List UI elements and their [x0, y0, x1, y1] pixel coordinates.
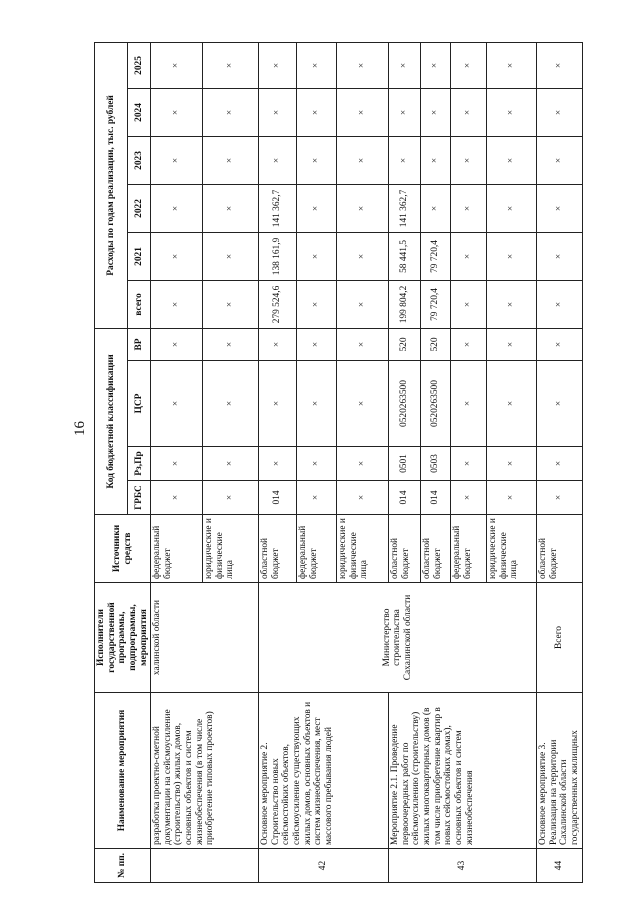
vr-cell: 520 — [389, 328, 421, 360]
grbs-cell: × — [451, 481, 487, 515]
source-cell: федеральный бюджет — [451, 515, 487, 583]
y2021-cell: × — [337, 232, 389, 280]
y2021-cell: × — [151, 232, 203, 280]
grbs-cell: × — [203, 481, 259, 515]
row-num: 43 — [389, 849, 537, 883]
y2025-cell: × — [389, 42, 421, 88]
y2021-cell: × — [203, 232, 259, 280]
csr-cell: × — [203, 361, 259, 447]
y2024-cell: × — [337, 88, 389, 136]
source-cell: областной бюджет — [421, 515, 451, 583]
y2024-cell: × — [259, 88, 297, 136]
table-row — [151, 42, 203, 882]
y2021-cell: 58 441,5 — [389, 232, 421, 280]
y2025-cell: × — [421, 42, 451, 88]
rzpr-cell: 0503 — [421, 447, 451, 481]
y2024-cell: × — [451, 88, 487, 136]
y2023-cell: × — [151, 136, 203, 184]
row-executor: Министерство строительства Сахалинской области — [259, 583, 537, 693]
y2023-cell: × — [203, 136, 259, 184]
y2024-cell: × — [203, 88, 259, 136]
y2021-cell: × — [537, 232, 583, 280]
y2023-cell: × — [421, 136, 451, 184]
row-name: разработка проектно-сметной документации на сейсмоусиление (строительство) жилых домов, основных объектов и систем жизнеобеспечения (в том числе приобретение типовых проектов) — [151, 693, 259, 849]
rzpr-cell: × — [451, 447, 487, 481]
table-row — [537, 42, 583, 882]
rzpr-cell: × — [297, 447, 337, 481]
y2023-cell: × — [337, 136, 389, 184]
y2022-cell: × — [203, 184, 259, 232]
source-cell: областной бюджет — [537, 515, 583, 583]
table-row — [259, 42, 297, 882]
y2023-cell: × — [389, 136, 421, 184]
rzpr-cell: × — [337, 447, 389, 481]
total-cell: × — [151, 280, 203, 328]
vr-cell: 520 — [421, 328, 451, 360]
row-num: 42 — [259, 849, 389, 883]
row-num — [151, 849, 259, 883]
csr-cell: × — [297, 361, 337, 447]
kbk-grbs-header: ГРБС — [128, 481, 151, 515]
csr-cell: × — [451, 361, 487, 447]
grbs-cell: × — [337, 481, 389, 515]
total-cell: 199 804,2 — [389, 280, 421, 328]
header-row-1 — [95, 42, 128, 882]
y2025-cell: × — [537, 42, 583, 88]
source-cell: юридические и физические лица — [203, 515, 259, 583]
grbs-cell: 014 — [259, 481, 297, 515]
year-total-header: всего — [128, 280, 151, 328]
vr-cell: × — [487, 328, 537, 360]
row-name: Мероприятие 2.1. Проведение первоочередных работ по сейсмоусилению (строительству) жилых многоквартирных домов (в том числе приобретение квартир в новых сейсмостойких домах), основных объектов и систем жизнеобеспечения — [389, 693, 537, 849]
y2022-cell: 141 362,7 — [259, 184, 297, 232]
total-cell: × — [487, 280, 537, 328]
vr-cell: × — [537, 328, 583, 360]
y2022-cell: × — [151, 184, 203, 232]
y2025-cell: × — [451, 42, 487, 88]
y2022-cell: × — [487, 184, 537, 232]
y2025-cell: × — [203, 42, 259, 88]
y2024-cell: × — [151, 88, 203, 136]
csr-cell: × — [487, 361, 537, 447]
budget-table — [94, 42, 583, 883]
col-num-header: № пп. — [95, 849, 151, 883]
grbs-cell: × — [487, 481, 537, 515]
year-2022-header: 2022 — [128, 184, 151, 232]
rzpr-cell: × — [203, 447, 259, 481]
y2024-cell: × — [389, 88, 421, 136]
vr-cell: × — [259, 328, 297, 360]
vr-cell: × — [297, 328, 337, 360]
row-name: Основное мероприятие 3. Реализация на территории Сахалинской области государственных жилищных — [537, 693, 583, 849]
row-executor: Всего — [537, 583, 583, 693]
vr-cell: × — [151, 328, 203, 360]
source-cell: юридические и физические лица — [337, 515, 389, 583]
y2023-cell: × — [259, 136, 297, 184]
year-2024-header: 2024 — [128, 88, 151, 136]
y2021-cell: × — [487, 232, 537, 280]
kbk-group-header: Код бюджетной классификации — [95, 328, 128, 514]
y2021-cell: × — [297, 232, 337, 280]
kbk-vr-header: ВР — [128, 328, 151, 360]
y2024-cell: × — [297, 88, 337, 136]
grbs-cell: × — [537, 481, 583, 515]
total-cell: × — [537, 280, 583, 328]
row-executor: халинской области — [151, 583, 259, 693]
grbs-cell: 014 — [421, 481, 451, 515]
year-2023-header: 2023 — [128, 136, 151, 184]
y2023-cell: × — [537, 136, 583, 184]
total-cell: × — [337, 280, 389, 328]
vr-cell: × — [337, 328, 389, 360]
col-source-header: Источники средств — [95, 515, 151, 583]
y2025-cell: × — [297, 42, 337, 88]
csr-cell: × — [259, 361, 297, 447]
csr-cell: 0520263500 — [389, 361, 421, 447]
y2022-cell: × — [297, 184, 337, 232]
rzpr-cell: × — [259, 447, 297, 481]
page-number: 16 — [72, 421, 88, 436]
total-cell: × — [451, 280, 487, 328]
y2025-cell: × — [487, 42, 537, 88]
table-row — [389, 42, 421, 882]
expenses-group-header: Расходы по годам реализации, тыс. рублей — [95, 42, 128, 328]
y2024-cell: × — [487, 88, 537, 136]
y2021-cell: 79 720,4 — [421, 232, 451, 280]
y2025-cell: × — [259, 42, 297, 88]
vr-cell: × — [203, 328, 259, 360]
rzpr-cell: × — [151, 447, 203, 481]
y2024-cell: × — [421, 88, 451, 136]
grbs-cell: × — [297, 481, 337, 515]
y2021-cell: 138 161,9 — [259, 232, 297, 280]
csr-cell: 0520263500 — [421, 361, 451, 447]
total-cell: × — [297, 280, 337, 328]
kbk-csr-header: ЦСР — [128, 361, 151, 447]
col-name-header: Наименование мероприятия — [95, 693, 151, 849]
csr-cell: × — [537, 361, 583, 447]
rzpr-cell: 0501 — [389, 447, 421, 481]
y2022-cell: × — [421, 184, 451, 232]
rzpr-cell: × — [487, 447, 537, 481]
year-2025-header: 2025 — [128, 42, 151, 88]
vr-cell: × — [451, 328, 487, 360]
csr-cell: × — [151, 361, 203, 447]
source-cell: федеральный бюджет — [151, 515, 203, 583]
year-2021-header: 2021 — [128, 232, 151, 280]
rotated-table-wrapper — [94, 43, 580, 883]
grbs-cell: × — [151, 481, 203, 515]
y2023-cell: × — [451, 136, 487, 184]
rzpr-cell: × — [537, 447, 583, 481]
csr-cell: × — [337, 361, 389, 447]
y2023-cell: × — [297, 136, 337, 184]
y2022-cell: × — [451, 184, 487, 232]
total-cell: 79 720,4 — [421, 280, 451, 328]
grbs-cell: 014 — [389, 481, 421, 515]
y2023-cell: × — [487, 136, 537, 184]
source-cell: областной бюджет — [389, 515, 421, 583]
y2025-cell: × — [151, 42, 203, 88]
y2025-cell: × — [337, 42, 389, 88]
y2021-cell: × — [451, 232, 487, 280]
source-cell: областной бюджет — [259, 515, 297, 583]
y2022-cell: 141 362,7 — [389, 184, 421, 232]
y2022-cell: × — [337, 184, 389, 232]
y2022-cell: × — [537, 184, 583, 232]
col-executor-header: Исполнители государственной программы, подпрограммы, мероприятия — [95, 583, 151, 693]
total-cell: 279 524,6 — [259, 280, 297, 328]
row-name: Основное мероприятие 2. Строительство новых сейсмостойких объектов, сейсмоусиление существующих жилых домов, основных объектов и систем жизнеобеспечения, мест массового пребывания людей — [259, 693, 389, 849]
kbk-rzpr-header: Рз,Пр — [128, 447, 151, 481]
row-num: 44 — [537, 849, 583, 883]
total-cell: × — [203, 280, 259, 328]
source-cell: федеральный бюджет — [297, 515, 337, 583]
source-cell: юридические и физические лица — [487, 515, 537, 583]
y2024-cell: × — [537, 88, 583, 136]
